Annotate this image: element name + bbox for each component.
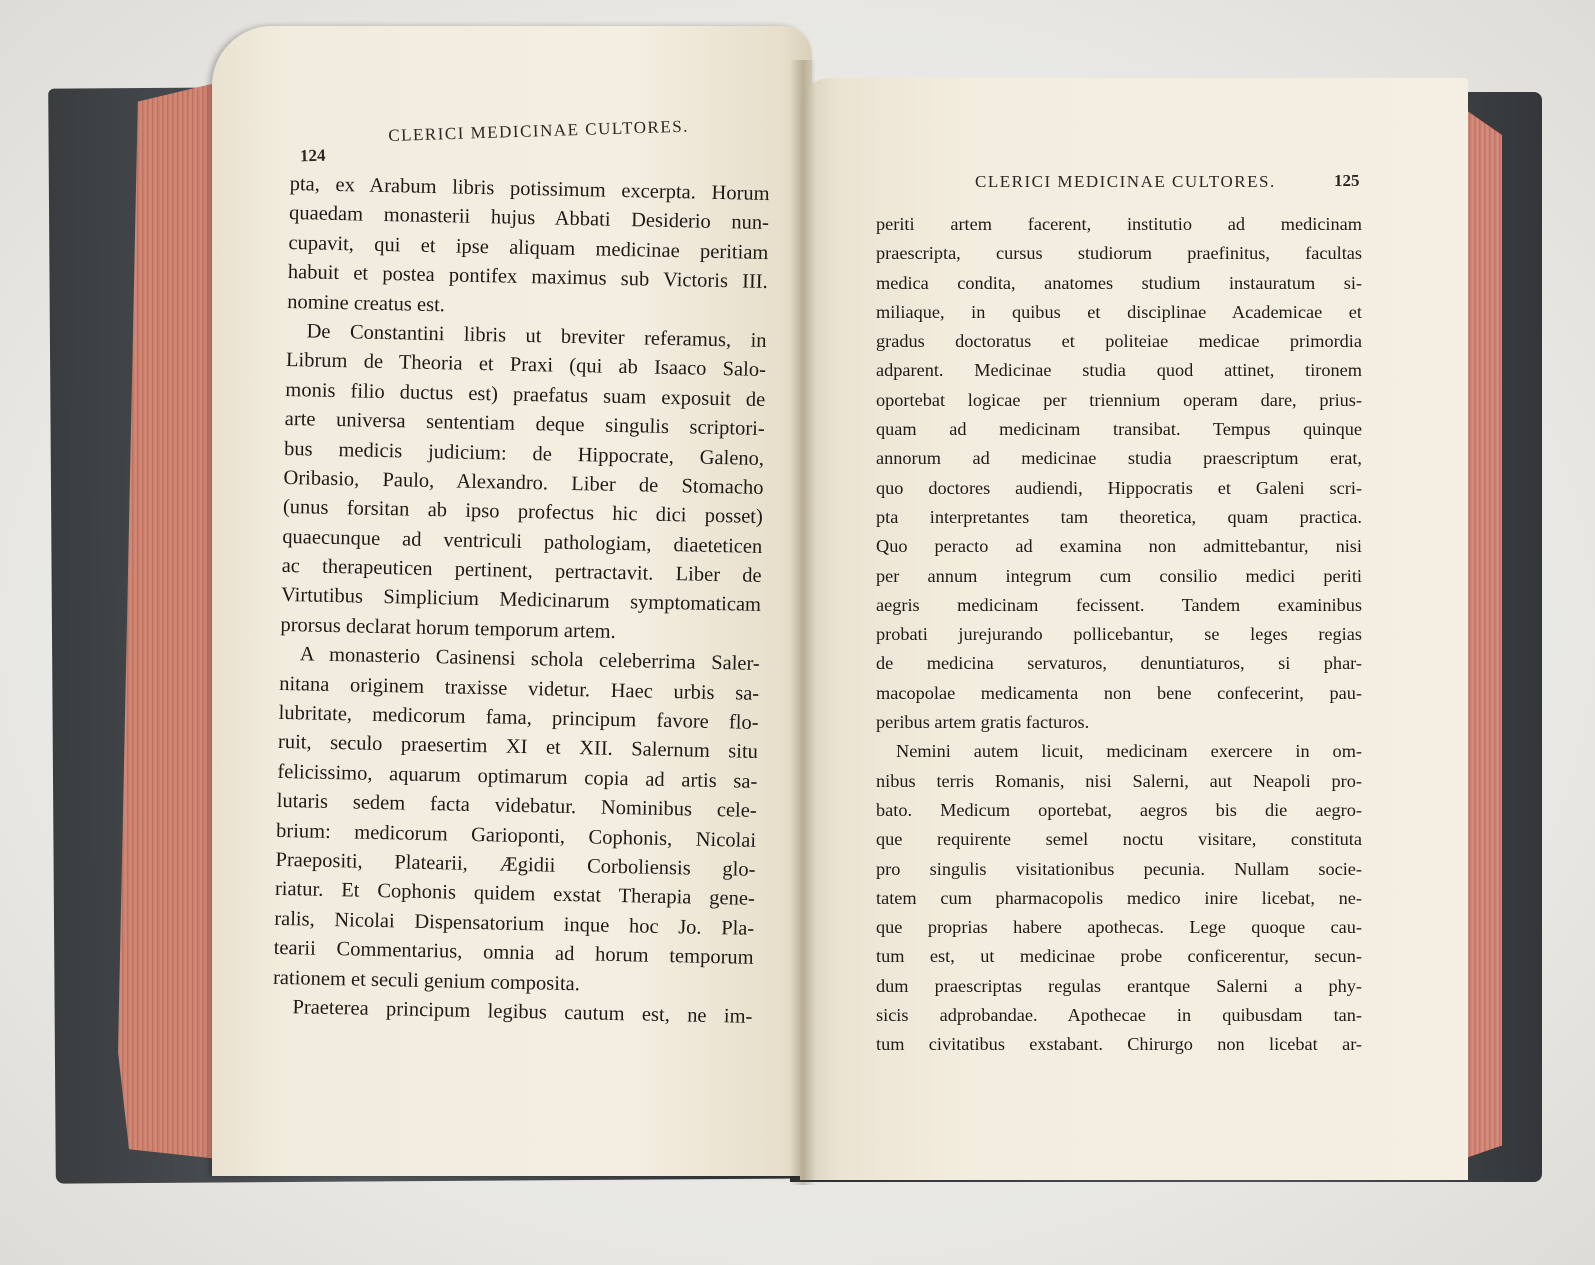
text-line: Praepositi, Platearii, Ægidii Corboliensis glo- <box>275 848 756 881</box>
text-line: Virtutibus Simplicium Medicinarum symptomaticam <box>280 584 762 617</box>
text-line: oportebat logicae per triennium operam dare, prius- <box>876 389 1362 410</box>
text-line: gradus doctoratus et politeiae medicae primordia <box>876 331 1362 352</box>
text-line: monis filio ductus est) praefatus suam exposuit de <box>285 378 766 411</box>
text-line: nomine creatus est. <box>287 290 446 316</box>
text-line: ruit, seculo praesertim XI et XII. Salernum situ <box>277 731 759 764</box>
text-line: tum civitatibus exstabant. Chirurgo non licebat ar- <box>876 1034 1362 1055</box>
text-line: pta interpretantes tam theoretica, quam practica. <box>876 506 1362 527</box>
text-line: brium: medicorum Garioponti, Cophonis, Nicolai <box>275 819 757 852</box>
text-line: quaecunque ad ventriculi pathologiam, diaeteticen <box>282 525 763 558</box>
text-line: Quo peracto ad examina non admittebantur, nisi <box>876 536 1362 557</box>
text-line: pro singulis visitationibus pecunia. Nullam socie- <box>876 858 1362 879</box>
right-running-head: CLERICI MEDICINAE CULTORES. <box>975 172 1276 191</box>
text-line: pta, ex Arabum libris potissimum excerpta. Horum <box>289 172 770 206</box>
text-line: que proprias habere apothecas. Lege quoque cau- <box>876 917 1362 938</box>
right-page-text <box>876 210 1362 1060</box>
text-line: ralis, Nicolai Dispensatorium inque hoc Jo. Pla- <box>274 907 755 940</box>
text-line: (unus forsitan ab ipso profectus hic dici posset) <box>282 496 764 529</box>
text-line: De Constantini libris ut breviter referamus, in <box>306 320 767 352</box>
text-line: cupavit, qui et ipse aliquam medicinae peritiam <box>288 231 769 264</box>
text-line: de medicina servaturos, denuntiaturos, si phar- <box>876 653 1362 674</box>
text-line: Nemini autem licuit, medicinam exercere in om- <box>896 741 1362 762</box>
text-line: tatem cum pharmacopolis medico inire licebat, ne- <box>876 887 1362 908</box>
text-line: aegris medicinam fecissent. Tandem examinibus <box>876 594 1362 615</box>
text-line: rationem et seculi genium composita. <box>272 966 581 995</box>
text-line: bus medicis judicium: de Hippocrate, Galeno, <box>283 437 765 470</box>
text-line: periti artem facerent, institutio ad medicinam <box>876 214 1362 234</box>
text-line: que requirente semel noctu visitare, constituta <box>876 829 1362 850</box>
text-line: tum est, ut medicinae probe conficerentur, secun- <box>876 946 1362 967</box>
text-line: Oribasio, Paulo, Alexandro. Liber de Stomacho <box>283 466 764 499</box>
text-line: lutaris sedem facta videbatur. Nominibus cele- <box>276 790 757 823</box>
text-line: peribus artem gratis facturos. <box>876 712 1090 733</box>
text-line: nibus terris Romanis, nisi Salerni, aut Neapoli pro- <box>876 770 1362 791</box>
text-line: miliaque, in quibus et disciplinae Academicae et <box>876 301 1362 322</box>
left-page-number: 124 <box>299 145 326 166</box>
text-line: A monasterio Casinensi schola celeberrima Saler- <box>299 643 760 676</box>
text-line: quam ad medicinam transibat. Tempus quinque <box>876 419 1362 440</box>
text-line: Praeterea principum legibus cautum est, ne im- <box>292 996 753 1028</box>
text-line: nitana originem traxisse videtur. Haec urbis sa- <box>279 672 760 705</box>
right-page-number: 125 <box>1334 171 1360 190</box>
text-line: per annum integrum cum consilio medici periti <box>876 565 1362 586</box>
text-line: bato. Medicum oportebat, aegros bis die aegro- <box>876 799 1362 820</box>
text-line: riatur. Et Cophonis quidem exstat Therapia gene- <box>274 878 756 911</box>
text-line: probati jurejurando pollicebantur, se leges regias <box>876 624 1362 645</box>
text-line: praescripta, cursus studiorum praefinitus, facultas <box>876 243 1362 264</box>
text-line: prorsus declarat horum temporum artem. <box>280 613 616 643</box>
text-line: ac therapeuticen pertinent, pertractavit. Liber de <box>281 554 762 588</box>
text-line: adparent. Medicinae studia quod attinet, tironem <box>876 360 1362 381</box>
text-line: quo doctores audiendi, Hippocratis et Galeni scri- <box>876 477 1362 498</box>
left-running-head: CLERICI MEDICINAE CULTORES. <box>388 116 690 145</box>
text-line: Librum de Theoria et Praxi (qui ab Isaaco Salo- <box>285 349 767 382</box>
text-line: habuit et postea pontifex maximus sub Victoris III. <box>287 261 768 294</box>
text-line: lubritate, medicorum fama, principum favore flo- <box>278 701 759 734</box>
text-line: arte universa sententiam deque singulis scriptori- <box>284 408 765 441</box>
text-line: annorum ad medicinae studia praescriptum erat, <box>876 448 1362 469</box>
text-line: quaedam monasterii hujus Abbati Desiderio nun- <box>288 202 770 235</box>
text-line: tearii Commentarius, omnia ad horum temporum <box>273 936 754 970</box>
book-gutter <box>790 60 816 1185</box>
text-line: felicissimo, aquarum optimarum copia ad artis sa- <box>277 760 758 793</box>
text-line: dum praescriptas regulas erantque Salerni a phy- <box>876 975 1362 996</box>
left-page-text <box>272 170 770 1032</box>
text-line: medica condita, anatomes studium instauratum si- <box>876 272 1362 293</box>
text-line: sicis adprobandae. Apothecae in quibusdam tan- <box>876 1005 1362 1026</box>
text-line: macopolae medicamenta non bene confecerint, pau- <box>876 682 1362 703</box>
